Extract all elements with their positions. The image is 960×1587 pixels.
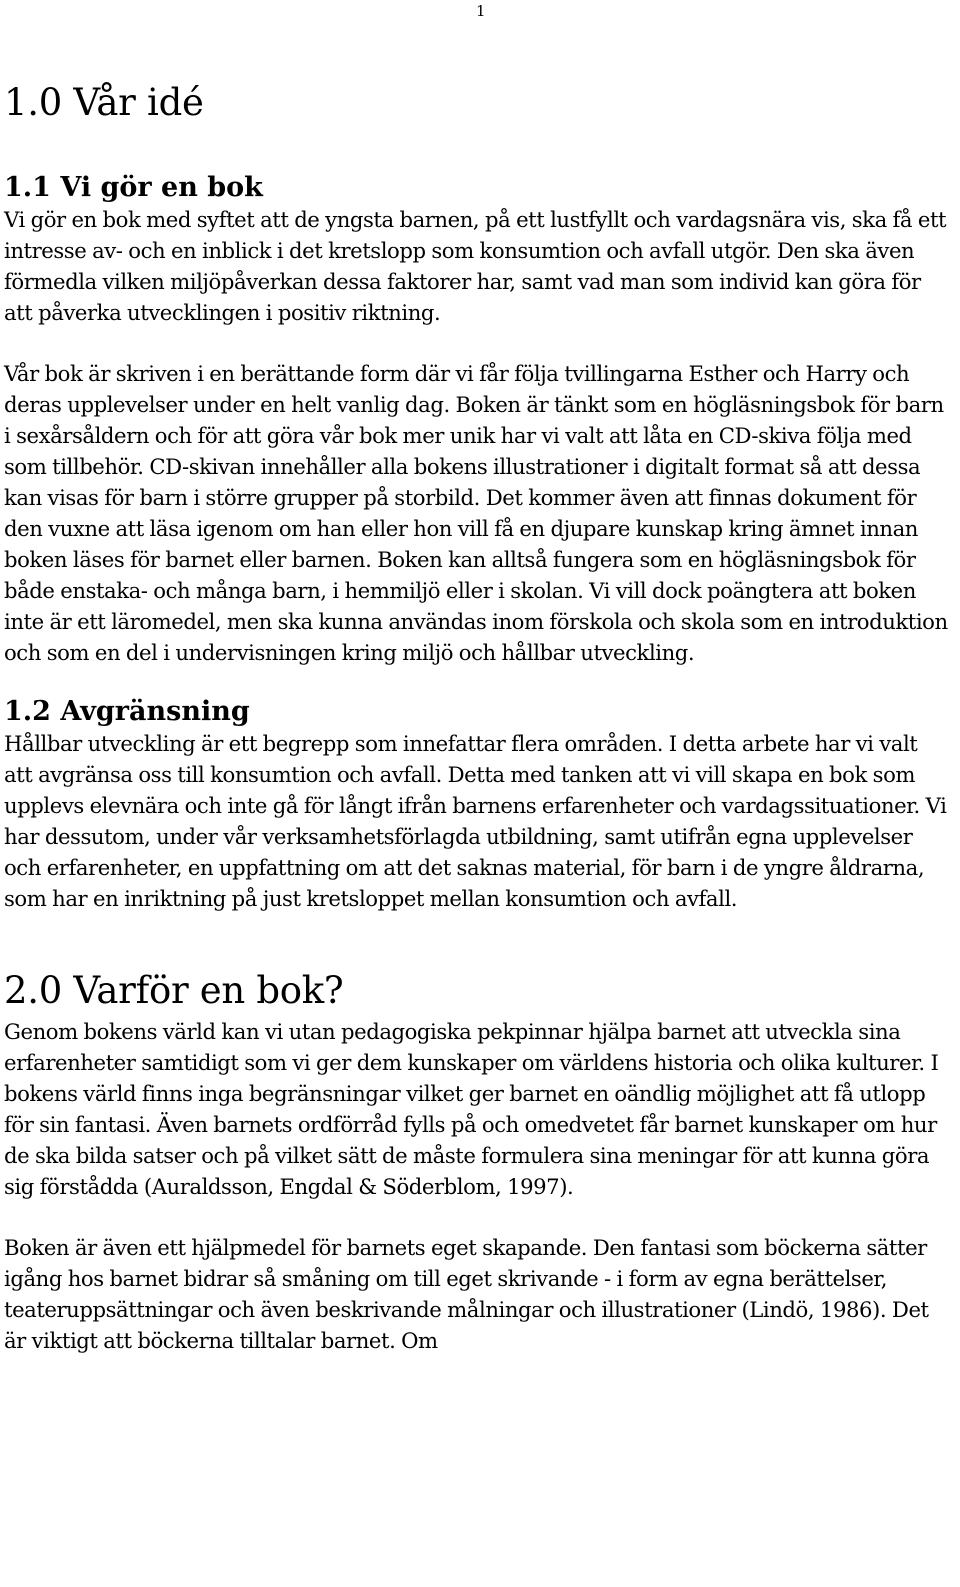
subsection-heading-1-2: 1.2 Avgränsning [4, 696, 250, 727]
paragraph-2-a: Genom bokens värld kan vi utan pedagogiska pekpinnar hjälpa barnet att utveckla sina erfarenheter samtidigt som vi ger dem kunskaper om världens historia och olika kulturer. I bokens värld finns inga begränsningar vilket ger barnet en oändlig möjlighet att få utlopp för sin fantasi. Även barnets ordförråd fylls på och omedvetet får barnet kunskaper om hur de ska bilda satser och på vilket sätt de måste formulera sina meningar för att kunna göra sig förstådda (Auraldsson, Engdal & Söderblom, 1997). [4, 1019, 939, 1199]
page-number: 1 [476, 2, 486, 20]
section-heading-2: 2.0 Varför en bok? [4, 969, 344, 1012]
document-body [4, 78, 950, 1356]
paragraph-1-1-a: Vi gör en bok med syftet att de yngsta barnen, på ett lustfyllt och vardagsnära vis, ska få ett intresse av- och en inblick i det kretslopp som konsumtion och avfall utgör. Den ska även förmedla vilken miljöpåverkan dessa faktorer har, samt vad man som individ kan göra för att påverka utvecklingen i positiv riktning. [4, 207, 947, 325]
paragraph-2-b: Boken är även ett hjälpmedel för barnets eget skapande. Den fantasi som böckerna sätter igång hos barnet bidrar så småning om till eget skrivande - i form av egna berättelser, teateruppsättningar och även beskrivande målningar och illustrationer (Lindö, 1986). Det är viktigt att böckerna tilltalar barnet. Om [4, 1235, 929, 1353]
subsection-heading-1-1: 1.1 Vi gör en bok [4, 172, 263, 203]
paragraph-1-2-a: Hållbar utveckling är ett begrepp som innefattar flera områden. I detta arbete har vi valt att avgränsa oss till konsumtion och avfall. Detta med tanken att vi vill skapa en bok som upplevs elevnära och inte gå för långt ifrån barnens erfarenheter och vardagssituationer. Vi har dessutom, under vår verksamhetsförlagda utbildning, samt utifrån egna upplevelser och erfarenheter, en uppfattning om att det saknas material, för barn i de yngre åldrarna, som har en inriktning på just kretsloppet mellan konsumtion och avfall. [4, 731, 947, 911]
paragraph-1-1-b: Vår bok är skriven i en berättande form där vi får följa tvillingarna Esther och Harry och deras upplevelser under en helt vanlig dag. Boken är tänkt som en högläsningsbok för barn i sexårsåldern och för att göra vår bok mer unik har vi valt att låta en CD-skiva följa med som tillbehör. CD-skivan innehåller alla bokens illustrationer i digitalt format så att dessa kan visas för barn i större grupper på storbild. Det kommer även att finnas dokument för den vuxne att läsa igenom om han eller hon vill få en djupare kunskap kring ämnet innan boken läses för barnet eller barnen. Boken kan alltså fungera som en högläsningsbok för både enstaka- och många barn, i hemmiljö eller i skolan. Vi vill dock poängtera att boken inte är ett läromedel, men ska kunna användas inom förskola och skola som en introduktion och som en del i undervisningen kring miljö och hållbar utveckling. [4, 361, 948, 665]
section-heading-1: 1.0 Vår idé [4, 81, 204, 124]
